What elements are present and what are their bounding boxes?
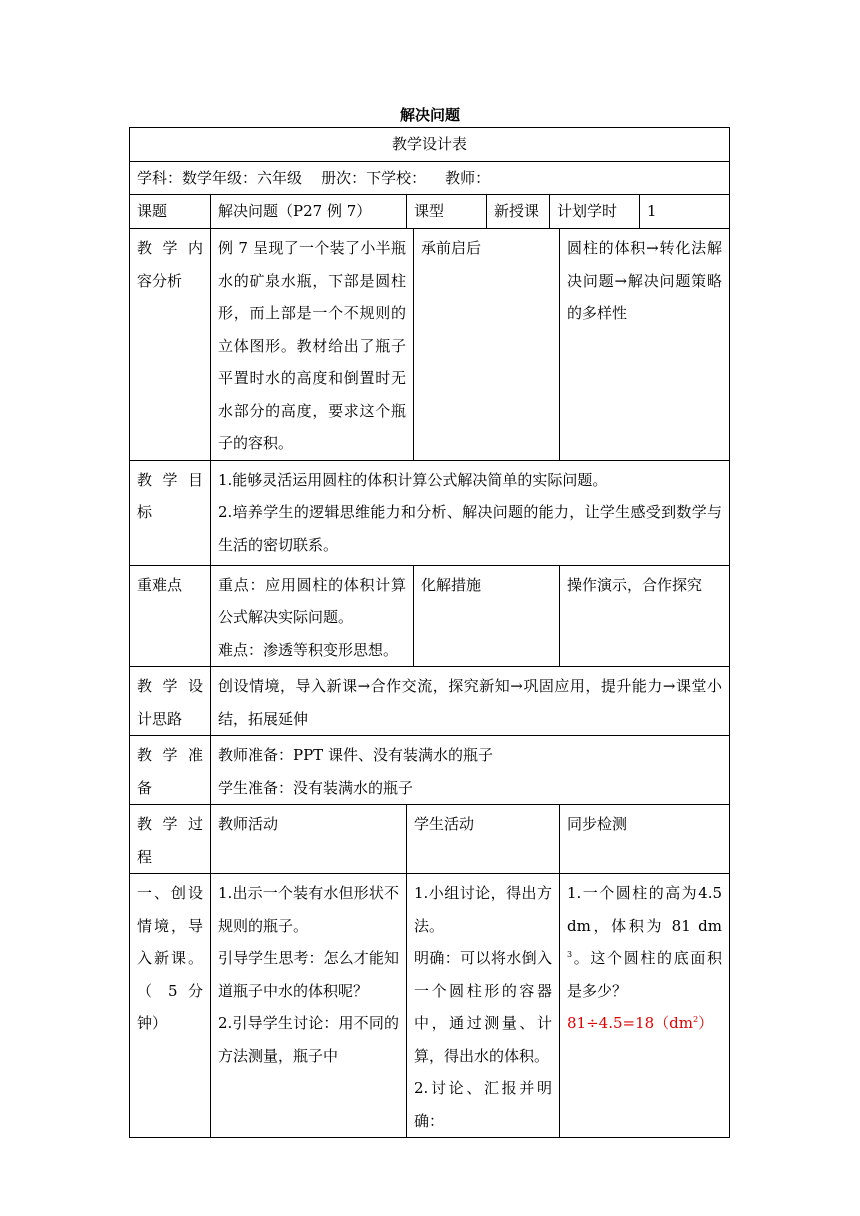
- type-value: 新授课: [487, 195, 550, 229]
- key-point: 重点：应用圆柱的体积计算公式解决实际问题。: [218, 575, 406, 626]
- design-text: 创设情境，导入新课→合作交流，探究新知→巩固应用，提升能力→课堂小结，拓展延伸: [211, 667, 730, 736]
- link-text: 圆柱的体积→转化法解决问题→解决问题策略的多样性: [560, 229, 730, 461]
- student-activity-header: 学生活动: [407, 805, 560, 874]
- teacher-step-1: 1.出示一个装有水但形状不规则的瓶子。: [218, 884, 399, 935]
- info-line: 学科：数学年级：六年级 册次：下学校： 教师：: [130, 161, 730, 195]
- table-title: 教学设计表: [130, 128, 730, 162]
- content-analysis-label: 教 学 内 容分析: [130, 229, 211, 461]
- student-preparation: 学生准备：没有装满水的瓶子: [218, 778, 414, 797]
- step-1-teacher: [211, 874, 407, 1138]
- teacher-activity-header: 教师活动: [211, 805, 407, 874]
- page-title: 解决问题: [399, 106, 460, 124]
- key-points-label: 重难点: [130, 565, 211, 667]
- preparation-label: 教 学 准 备: [130, 736, 211, 805]
- teacher-step-2: 引导学生思考：怎么才能知道瓶子中水的体积呢？: [218, 949, 399, 1000]
- measure-label: 化解措施: [414, 565, 560, 667]
- design-label: 教 学 设 计思路: [130, 667, 211, 736]
- teacher-step-3: 2.引导学生讨论：用不同的方法测量，瓶子中: [218, 1014, 399, 1065]
- difficult-point: 难点：渗透等积变形思想。: [218, 640, 399, 659]
- lesson-plan-table: [129, 127, 730, 1138]
- topic-value: 解决问题（P27 例 7）: [211, 195, 407, 229]
- check-answer: $81\div 4.5=18(dm^2)$: [567, 1014, 714, 1032]
- type-label: 课型: [407, 195, 487, 229]
- goal-2: 2.培养学生的逻辑思维能力和分析、解决问题的能力，让学生感受到数学与生活的密切联系。: [218, 503, 723, 554]
- link-label: 承前启后: [414, 229, 560, 461]
- goals-content: [211, 460, 730, 565]
- teacher-preparation: 教师准备：PPT 课件、没有装满水的瓶子: [218, 746, 493, 764]
- goal-1: 1.能够灵活运用圆柱的体积计算公式解决简单的实际问题。: [218, 470, 608, 489]
- student-step-3: 2.讨论、汇报并明确：: [414, 1079, 552, 1130]
- step-1-student: [407, 874, 560, 1138]
- preparation-content: [211, 736, 730, 805]
- process-label: 教 学 过 程: [130, 805, 211, 874]
- measure-text: 操作演示，合作探究: [560, 565, 730, 667]
- hours-label: 计划学时: [550, 195, 640, 229]
- step-1-check: [560, 874, 730, 1138]
- step-1-label: 一、创设情境，导入新课。（ 5 分钟）: [130, 874, 211, 1138]
- content-analysis-text: 例 7 呈现了一个装了小半瓶水的矿泉水瓶，下部是圆柱形，而上部是一个不规则的立体图形。教材给出了瓶子平置时水的高度和倒置时无水部分的高度，要求这个瓶子的容积。: [211, 229, 414, 461]
- check-question: 1.一个圆柱的高为4.5 dm，体积为 81 $dm^3$。这个圆柱的底面积是多少？: [567, 884, 723, 1000]
- goals-label: 教 学 目 标: [130, 460, 211, 565]
- hours-value: 1: [640, 195, 730, 229]
- sync-check-header: 同步检测: [560, 805, 730, 874]
- topic-label: 课题: [130, 195, 211, 229]
- key-points-content: [211, 565, 414, 667]
- student-step-2: 明确：可以将水倒入一个圆柱形的容器中，通过测量、计算，得出水的体积。: [414, 949, 552, 1065]
- student-step-1: 1.小组讨论，得出方法。: [414, 884, 552, 935]
